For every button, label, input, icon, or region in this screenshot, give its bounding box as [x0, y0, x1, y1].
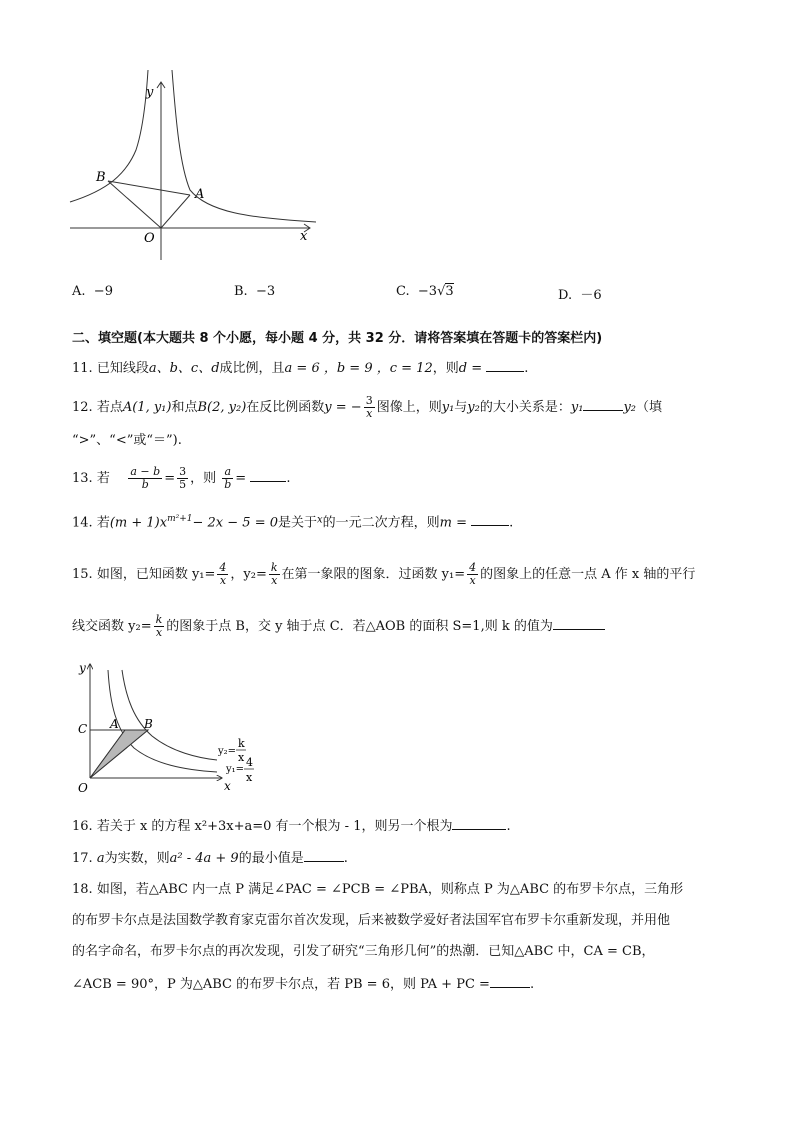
- q11-num: 11.: [72, 361, 93, 376]
- question-18: [72, 881, 683, 899]
- q16-t2: .: [506, 819, 511, 834]
- segment-ao: [161, 195, 190, 228]
- question-15-line2: [72, 614, 605, 639]
- q13-t3: ，则: [190, 471, 217, 486]
- sqrt-icon: √: [437, 284, 446, 299]
- label-a: A: [195, 187, 205, 202]
- q17-t1: a: [96, 851, 105, 866]
- q14-t3: − 2x − 5 = 0: [192, 515, 278, 531]
- q18-num: 18.: [72, 882, 93, 897]
- q15-f2-num: k: [270, 561, 278, 574]
- q15-t1: 如图，已知函数 y₁=: [96, 567, 216, 582]
- question-17: [72, 849, 348, 868]
- q15-fraction-2: [269, 562, 280, 587]
- question-12-line2: “>”、“<”或“＝”).: [72, 433, 182, 448]
- q15-fraction-3: [467, 562, 478, 587]
- q14-t7: m =: [439, 515, 468, 531]
- q14-t5: x: [317, 514, 323, 526]
- q18-answer-blank[interactable]: [490, 975, 530, 988]
- option-b-value: −3: [255, 284, 276, 299]
- q15-f1-num: 4: [219, 561, 227, 574]
- q14-t2-sup: m²+1: [167, 514, 193, 524]
- y1-den: x: [246, 771, 253, 784]
- q13-fraction-3: [222, 466, 233, 491]
- q15-f4-den: x: [155, 626, 163, 639]
- q11-t3: 成比例，且: [219, 361, 285, 376]
- q15-t2: ，y₂=: [230, 567, 267, 582]
- q13-t1: 若: [96, 471, 110, 486]
- q15-fraction-4: [154, 614, 165, 639]
- label-o-2: O: [78, 781, 88, 795]
- q15-f4-num: k: [155, 613, 163, 626]
- question-18-line4: [72, 975, 534, 994]
- label-y: y: [146, 85, 154, 100]
- label-c: C: [78, 722, 88, 736]
- label-b: B: [96, 170, 106, 185]
- q17-num: 17.: [72, 851, 93, 866]
- y2-num: k: [238, 737, 245, 750]
- y2-den: x: [238, 751, 245, 764]
- q14-t1: 若: [96, 515, 110, 531]
- q12-t6: y = −: [324, 400, 362, 415]
- q13-answer-blank[interactable]: [250, 469, 286, 482]
- segment-ab: [108, 181, 190, 195]
- q16-answer-blank[interactable]: [452, 817, 506, 830]
- hyperbola-right-branch: [172, 70, 316, 222]
- q13-t4: =: [235, 471, 247, 486]
- q12-t1: 若点: [96, 400, 123, 415]
- y2-label: y₂=: [218, 746, 237, 757]
- q13-t5: .: [286, 471, 291, 486]
- q15-f1-den: x: [219, 574, 227, 587]
- q12-t8: y₁: [441, 400, 455, 415]
- figure-hyperbola-ab: [68, 62, 328, 266]
- option-d-letter: D.: [558, 288, 573, 303]
- q13-t2: =: [164, 471, 176, 486]
- q15-fraction-1: [217, 562, 228, 587]
- label-y-2: y: [79, 661, 86, 675]
- label-x: x: [300, 229, 308, 244]
- q14-t4: 是关于: [277, 515, 317, 531]
- label-o: O: [144, 231, 155, 246]
- q13-num: 13.: [72, 471, 93, 486]
- q13-fraction-1: [128, 466, 162, 491]
- q13-f2-num: 3: [179, 465, 187, 478]
- q12-t7: 图像上，则: [376, 400, 442, 415]
- option-c-letter: C.: [396, 284, 410, 299]
- question-15: [72, 562, 695, 587]
- option-a-value: −9: [93, 284, 113, 299]
- label-a-2: A: [110, 717, 119, 731]
- q12-t5: 在反比例函数: [246, 400, 325, 415]
- q12-num: 12.: [72, 400, 93, 415]
- q17-t5: .: [343, 851, 348, 866]
- q12-frac-num: 3: [365, 394, 373, 407]
- q15-t4: 的图象上的任意一点 A 作 x 轴的平行: [480, 567, 696, 582]
- option-d-value: －6: [580, 288, 602, 303]
- q17-t4: 的最小值是: [238, 851, 304, 866]
- q16-t1: 若关于 x 的方程 x²+3x+a=0 有一个根为 - 1，则另一个根为: [96, 819, 453, 834]
- option-b: [234, 284, 275, 299]
- q15-l2-t1: 线交函数 y₂=: [72, 619, 152, 634]
- q11-t7: .: [524, 361, 529, 376]
- q16-num: 16.: [72, 819, 93, 834]
- option-a-letter: A.: [72, 284, 86, 299]
- q17-answer-blank[interactable]: [304, 849, 344, 862]
- q18-l4-t1: ∠ACB = 90°，P 为△ABC 的布罗卡尔点，若 PB = 6，则 PA + PC =: [72, 977, 490, 992]
- q13-f2-den: 5: [179, 478, 187, 491]
- q12-frac-den: x: [366, 407, 373, 420]
- q17-t2: 为实数，则: [104, 851, 170, 866]
- option-c-value: −3: [417, 284, 438, 299]
- q14-answer-blank[interactable]: [471, 513, 509, 526]
- label-x-2: x: [224, 779, 231, 793]
- q15-t3: 在第一象限的图象．过函数 y₁=: [281, 567, 466, 582]
- q11-t5: ，则: [432, 361, 459, 376]
- option-a: [72, 284, 113, 299]
- figure-two-hyperbolas: [72, 660, 272, 800]
- q13-f3-den: b: [224, 478, 232, 491]
- q12-t4: B(2, y₂): [197, 400, 247, 415]
- question-18-line2: 的布罗卡尔点是法国数学教育家克雷尔首次发现，后来被数学爱好者法国军官布罗卡尔重新发现，并用他: [72, 913, 671, 928]
- q11-t6: d =: [458, 361, 483, 376]
- curve-y2: [122, 670, 217, 760]
- y1-label: y₁=: [226, 764, 245, 775]
- q14-t6: 的一元二次方程，则: [322, 515, 440, 531]
- question-11: [72, 359, 528, 378]
- q13-f3-num: a: [222, 466, 233, 479]
- question-18-line3: 的名字命名，布罗卡尔点的再次发现，引发了研究“三角形几何”的热潮．已知△ABC 中，CA = CB，: [72, 944, 655, 959]
- q12-t13: y₂: [623, 400, 636, 415]
- q15-l2-t2: 的图象于点 B，交 y 轴于点 C．若△AOB 的面积 S=1,则 k 的值为: [166, 619, 553, 634]
- segment-bo: [108, 181, 161, 228]
- q11-t2: a、b、c、d: [148, 361, 220, 376]
- q12-t12: y₁: [570, 400, 584, 415]
- question-13: [72, 466, 290, 491]
- q12-t11: 的大小关系是：: [479, 400, 571, 415]
- q15-f2-den: x: [271, 574, 278, 587]
- q12-t9: 与: [454, 400, 468, 415]
- q12-t2: A(1, y₁): [122, 400, 172, 415]
- question-12: [72, 395, 662, 420]
- q13-fraction-2: [177, 466, 188, 491]
- q15-f3-num: 4: [469, 561, 477, 574]
- question-16: [72, 817, 511, 836]
- q12-t3: 和点: [171, 400, 198, 415]
- q13-f1-den: b: [141, 478, 149, 491]
- q12-t10: y₂: [467, 400, 480, 415]
- question-14: [72, 510, 513, 532]
- option-c: [396, 284, 454, 299]
- q14-t2: (m + 1)x: [109, 515, 168, 531]
- label-b-2: B: [144, 717, 153, 731]
- option-b-letter: B.: [234, 284, 248, 299]
- section-title: 二、填空题(本大题共 8 个小愿，每小题 4 分，共 32 分．请将答案填在答题卡的答案栏内): [72, 331, 603, 346]
- q14-t8: .: [509, 515, 514, 531]
- q11-answer-blank[interactable]: [486, 359, 524, 372]
- q15-num: 15.: [72, 567, 93, 582]
- q15-answer-blank[interactable]: [553, 617, 605, 630]
- y1-num: 4: [246, 756, 253, 769]
- option-c-radicand: 3: [445, 284, 454, 299]
- q12-t14: （填: [636, 400, 663, 415]
- q17-t3: a² - 4a + 9: [169, 851, 239, 866]
- q15-f3-den: x: [469, 574, 476, 587]
- q11-t1: 已知线段: [96, 361, 149, 376]
- q12-fraction: [364, 395, 375, 420]
- q14-num: 14.: [72, 515, 93, 531]
- q18-l4-t2: .: [529, 977, 535, 992]
- q12-answer-blank[interactable]: [583, 398, 623, 411]
- q13-f1-num: a − b: [130, 465, 161, 478]
- option-d: [558, 284, 602, 303]
- q18-l1: 如图，若△ABC 内一点 P 满足∠PAC = ∠PCB = ∠PBA，则称点 P 为△ABC 的布罗卡尔点，三角形: [96, 882, 684, 897]
- q11-t4: a = 6 ，b = 9 ，c = 12: [284, 361, 433, 376]
